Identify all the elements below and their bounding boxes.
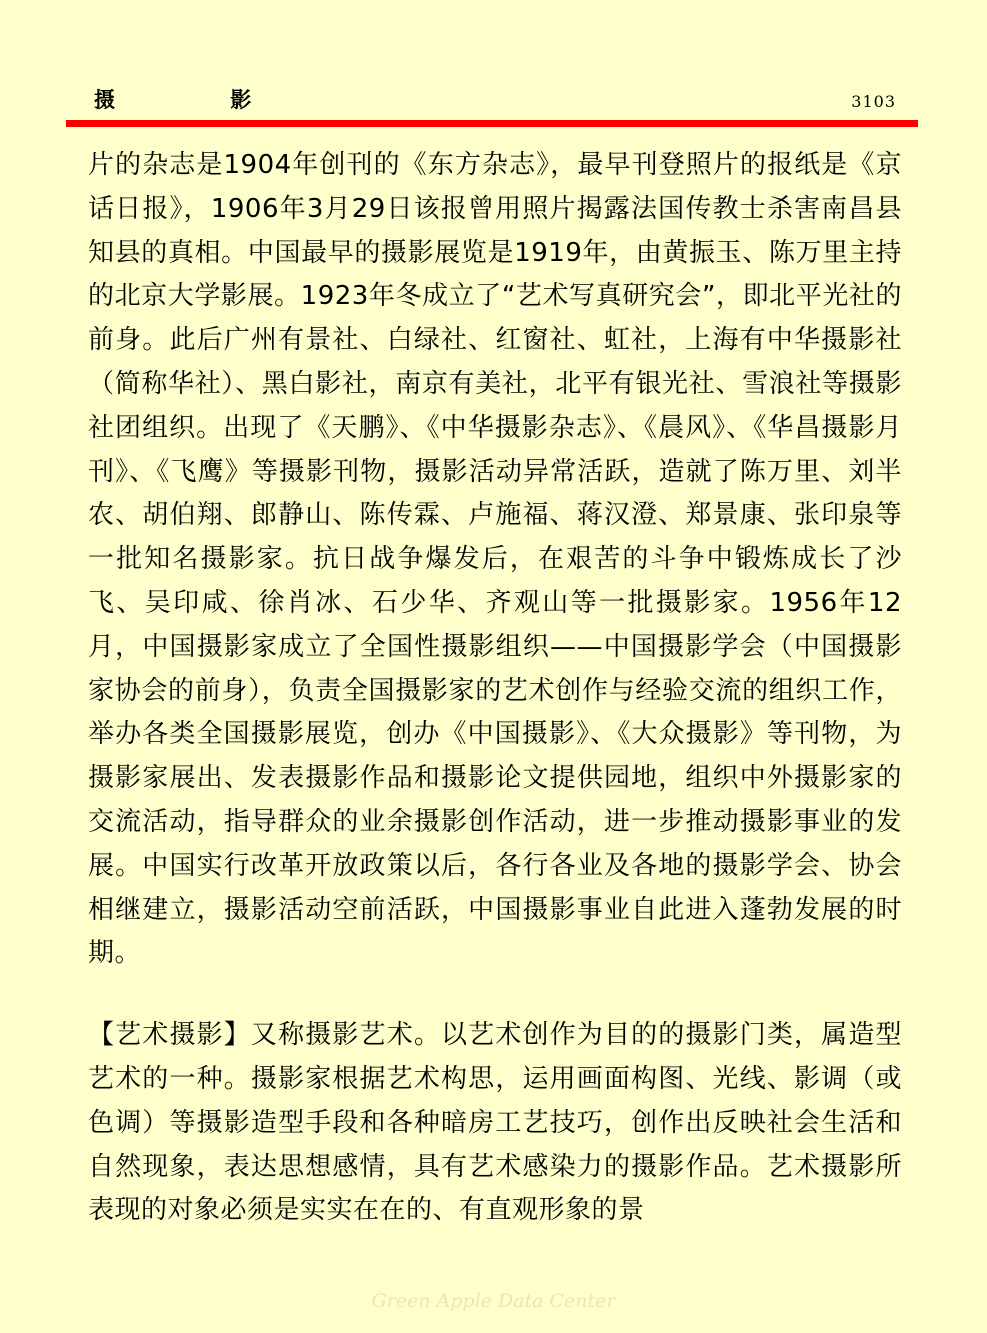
header-rule (66, 120, 918, 127)
header-title: 摄 影 (94, 88, 306, 112)
paragraph-history: 片的杂志是1904年创刊的《东方杂志》，最早刊登照片的报纸是《京话日报》，1906年3月29日该报曾用照片揭露法国传教士杀害南昌县知县的真相。中国最早的摄影展览是1919年，由黄振玉、陈万里主持的北京大学影展。1923年冬成立了“艺术写真研究会”，即北平光社的前身。此后广州有景社、白绿社、红窗社、虹社，上海有中华摄影社（简称华社）、黑白影社，南京有美社，北平有银光社、雪浪社等摄影社团组织。出现了《天鹏》、《中华摄影杂志》、《晨风》、《华昌摄影月刊》、《飞鹰》等摄影刊物，摄影活动异常活跃，造就了陈万里、刘半农、胡伯翔、郎静山、陈传霖、卢施福、蒋汉澄、郑景康、张印泉等一批知名摄影家。抗日战争爆发后，在艰苦的斗争中锻炼成长了沙飞、吴印咸、徐肖冰、石少华、齐观山等一批摄影家。1956年12月，中国摄影家成立了全国性摄影组织——中国摄影学会（中国摄影家协会的前身），负责全国摄影家的艺术创作与经验交流的组织工作，举办各类全国摄影展览，创办《中国摄影》、《大众摄影》等刊物，为摄影家展出、发表摄影作品和摄影论文提供园地，组织中外摄影家的交流活动，指导群众的业余摄影创作活动，进一步推动摄影事业的发展。中国实行改革开放政策以后，各行各业及各地的摄影学会、协会相继建立，摄影活动空前活跃，中国摄影事业自此进入蓬勃发展的时期。 (88, 150, 902, 969)
paragraph-art-photography: 【艺术摄影】又称摄影艺术。以艺术创作为目的的摄影门类，属造型艺术的一种。摄影家根据艺术构思，运用画面构图、光线、影调（或色调）等摄影造型手段和各种暗房工艺技巧，创作出反映社会生活和自然现象，表达思想感情，具有艺术感染力的摄影作品。艺术摄影所表现的对象必须是实实在在的、有直观形象的景 (88, 1020, 902, 1226)
watermark: Green Apple Data Center (371, 1290, 616, 1312)
page-number: 3103 (851, 92, 896, 111)
page-header (92, 82, 898, 116)
body-text (88, 144, 902, 1233)
